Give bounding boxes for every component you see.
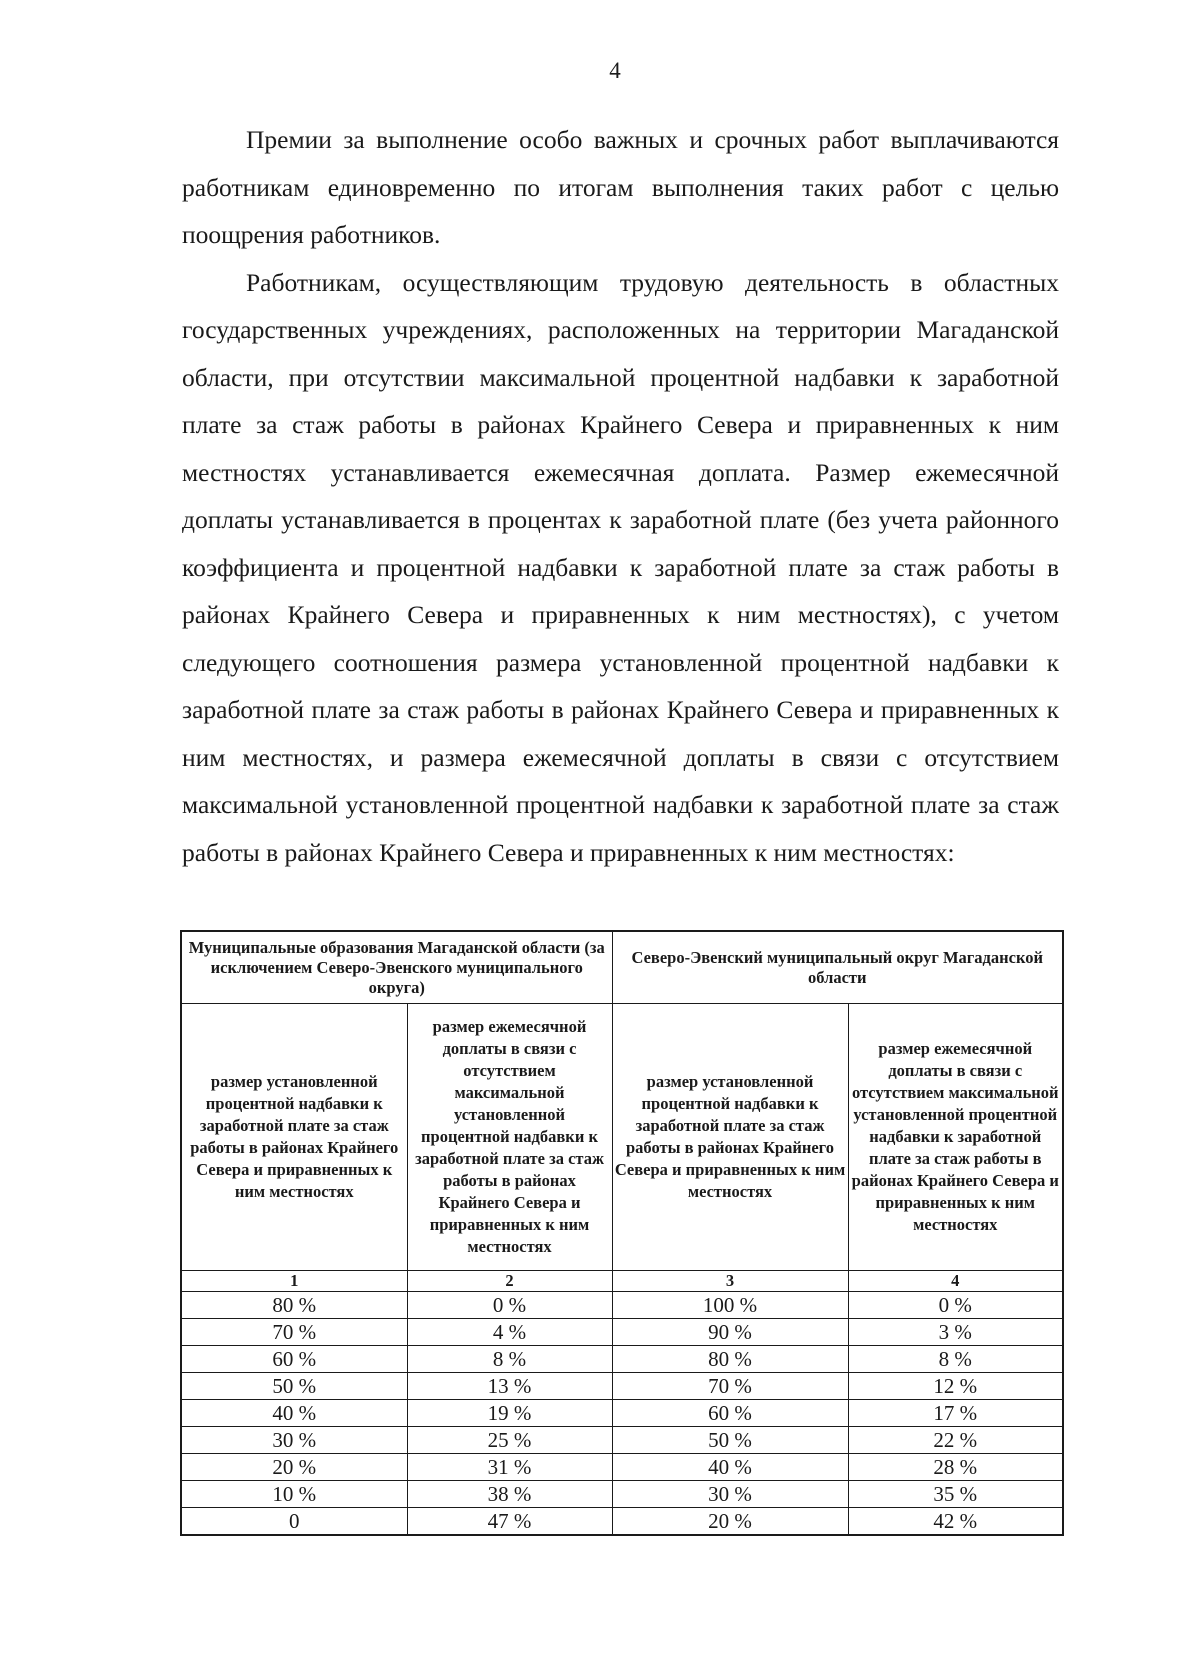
table-row (181, 1292, 1063, 1319)
table-sub-header-row (181, 1004, 1063, 1271)
table-cell: 70 % (612, 1373, 848, 1400)
table-body (181, 1292, 1063, 1536)
table-cell: 38 % (407, 1481, 612, 1508)
table-cell: 22 % (848, 1427, 1063, 1454)
table-row (181, 1427, 1063, 1454)
table-cell: 25 % (407, 1427, 612, 1454)
table-row (181, 1319, 1063, 1346)
table-cell: 8 % (848, 1346, 1063, 1373)
table-cell: 100 % (612, 1292, 848, 1319)
table-cell: 12 % (848, 1373, 1063, 1400)
table-row (181, 1346, 1063, 1373)
table-cell: 60 % (612, 1400, 848, 1427)
column-number: 2 (407, 1271, 612, 1292)
header-allowance-size-1: размер установленной процентной надбавки к заработной плате за стаж работы в районах Крайнего Севера и приравненных к ним местностях (181, 1004, 407, 1271)
column-number: 3 (612, 1271, 848, 1292)
header-allowance-size-2: размер установленной процентной надбавки к заработной плате за стаж работы в районах Крайнего Севера и приравненных к ним местностях (612, 1004, 848, 1271)
table-cell: 80 % (612, 1346, 848, 1373)
table-cell: 19 % (407, 1400, 612, 1427)
table-cell: 31 % (407, 1454, 612, 1481)
table-cell: 4 % (407, 1319, 612, 1346)
paragraph-monthly-supplement: Работникам, осуществляющим трудовую деятельность в областных государственных учреждениях, расположенных на территории Магаданской области, при отсутствии максимальной процентной надбавки к заработной плате за стаж работы в районах Крайнего Севера и приравненных к ним местностях устанавливается ежемесячная доплата. Размер ежемесячной доплаты устанавливается в процентах к заработной плате (без учета районного коэффициента и процентной надбавки к заработной плате за стаж работы в районах Крайнего Севера и приравненных к ним местностях), с учетом следующего соотношения размера установленной процентной надбавки к заработной плате за стаж работы в районах Крайнего Севера и приравненных к ним местностях, и размера ежемесячной доплаты в связи с отсутствием максимальной установленной процентной надбавки к заработной плате за стаж работы в районах Крайнего Севера и приравненных к ним местностях: (182, 267, 1059, 867)
table-cell: 10 % (181, 1481, 407, 1508)
table-cell: 0 % (407, 1292, 612, 1319)
table-cell: 35 % (848, 1481, 1063, 1508)
table-column-number-row (181, 1271, 1063, 1292)
table-cell: 28 % (848, 1454, 1063, 1481)
table-cell: 3 % (848, 1319, 1063, 1346)
column-number: 1 (181, 1271, 407, 1292)
table-cell: 40 % (181, 1400, 407, 1427)
table-row (181, 1508, 1063, 1536)
table-cell: 70 % (181, 1319, 407, 1346)
table-cell: 0 (181, 1508, 407, 1536)
column-number: 4 (848, 1271, 1063, 1292)
table-cell: 20 % (181, 1454, 407, 1481)
table-cell: 60 % (181, 1346, 407, 1373)
table-cell: 13 % (407, 1373, 612, 1400)
table-cell: 0 % (848, 1292, 1063, 1319)
document-body (182, 116, 1059, 876)
page-number: 4 (609, 58, 621, 83)
table-cell: 50 % (612, 1427, 848, 1454)
table-group-header-row (181, 931, 1063, 1004)
table-cell: 90 % (612, 1319, 848, 1346)
table-cell: 50 % (181, 1373, 407, 1400)
header-supplement-size-1: размер ежемесячной доплаты в связи с отсутствием максимальной установленной процентной надбавки к заработной плате за стаж работы в районах Крайнего Севера и приравненных к ним местностях (407, 1004, 612, 1271)
header-magadan-region: Муниципальные образования Магаданской области (за исключением Северо-Эвенского муниципального округа) (181, 931, 612, 1004)
table-cell: 8 % (407, 1346, 612, 1373)
table-cell: 47 % (407, 1508, 612, 1536)
paragraph-bonuses: Премии за выполнение особо важных и срочных работ выплачиваются работникам единовременно по итогам выполнения таких работ с целью поощрения работников. (182, 125, 1059, 249)
table-cell: 42 % (848, 1508, 1063, 1536)
table-row (181, 1454, 1063, 1481)
header-severo-evensky-district: Северо-Эвенский муниципальный округ Магаданской области (612, 931, 1063, 1004)
table-cell: 30 % (181, 1427, 407, 1454)
table-row (181, 1400, 1063, 1427)
table-row (181, 1481, 1063, 1508)
table-cell: 40 % (612, 1454, 848, 1481)
table-cell: 17 % (848, 1400, 1063, 1427)
header-supplement-size-2: размер ежемесячной доплаты в связи с отсутствием максимальной установленной процентной надбавки к заработной плате за стаж работы в районах Крайнего Севера и приравненных к ним местностях (848, 1004, 1063, 1271)
table-row (181, 1373, 1063, 1400)
table-cell: 20 % (612, 1508, 848, 1536)
table-cell: 30 % (612, 1481, 848, 1508)
supplement-ratio-table (180, 930, 1064, 1536)
table-cell: 80 % (181, 1292, 407, 1319)
